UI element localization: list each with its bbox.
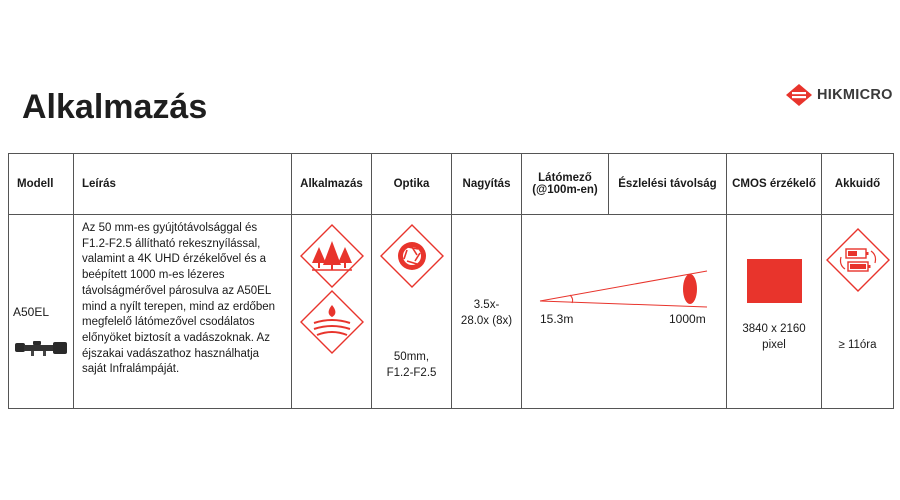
header-cmos: CMOS érzékelő <box>727 154 822 215</box>
fov-diagram <box>522 215 727 408</box>
magnification-line-2: 28.0x (8x) <box>460 315 513 327</box>
application-cell <box>292 215 372 409</box>
magnification-cell <box>452 215 522 409</box>
optics-cell <box>372 215 452 409</box>
page-title: Alkalmazás <box>22 88 208 126</box>
cmos-line-2: pixel <box>762 339 786 351</box>
scope-image-icon <box>13 337 69 359</box>
cmos-line-1: 3840 x 2160 <box>742 323 806 335</box>
battery-cell <box>822 215 894 409</box>
battery-swap-icon <box>825 227 891 293</box>
forest-icon <box>299 223 365 289</box>
aperture-icon <box>379 223 445 289</box>
fov-value: 15.3m <box>540 312 574 326</box>
header-model: Modell <box>9 154 74 215</box>
cmos-value <box>742 321 805 353</box>
header-row <box>9 154 894 215</box>
optics-value <box>387 349 437 381</box>
spec-table <box>8 153 894 409</box>
magnification-value <box>452 297 521 329</box>
optics-line-2: F1.2-F2.5 <box>386 367 437 379</box>
sensor-icon <box>747 259 802 303</box>
field-icon <box>299 289 365 355</box>
fov-lower-ray <box>540 301 707 307</box>
brand-name: HIKMICRO <box>817 87 893 103</box>
hikmicro-logo-icon <box>786 84 812 106</box>
table-row <box>9 215 894 409</box>
model-cell <box>9 215 74 409</box>
header-battery: Akkuidő <box>822 154 894 215</box>
battery-value: ≥ 11óra <box>838 339 877 351</box>
header-detection: Észlelési távolság <box>609 154 727 215</box>
brand-logo <box>786 84 893 106</box>
model-name: A50EL <box>13 305 50 319</box>
description-text: Az 50 mm-es gyújtótávolsággal és F1.2-F2.5 állítható rekesznyílással, valamint a 4K UHD érzékelővel és a beépített 1000 m-es lézeres távolságmérővel párosulva az A50EL mind a nyílt terepen, mind az erdőben megfelelő látómezővel csodálatos előnyöket biztosít a vadászoknak. Az éjszakai vadászathoz használhatja saját Infralámpáját. <box>82 222 276 376</box>
fov-detection-cell <box>522 215 727 409</box>
target-ellipse <box>683 274 697 304</box>
header-optics: Optika <box>372 154 452 215</box>
cmos-cell <box>727 215 822 409</box>
magnification-line-1: 3.5x- <box>473 299 500 311</box>
header-magnification: Nagyítás <box>452 154 522 215</box>
header-application: Alkalmazás <box>292 154 372 215</box>
header-fov: Látómező (@100m-en) <box>522 154 609 215</box>
fov-upper-ray <box>540 271 707 301</box>
detection-value: 1000m <box>669 312 706 326</box>
header-description: Leírás <box>74 154 292 215</box>
optics-line-1: 50mm, <box>393 351 430 363</box>
description-cell <box>74 215 292 409</box>
